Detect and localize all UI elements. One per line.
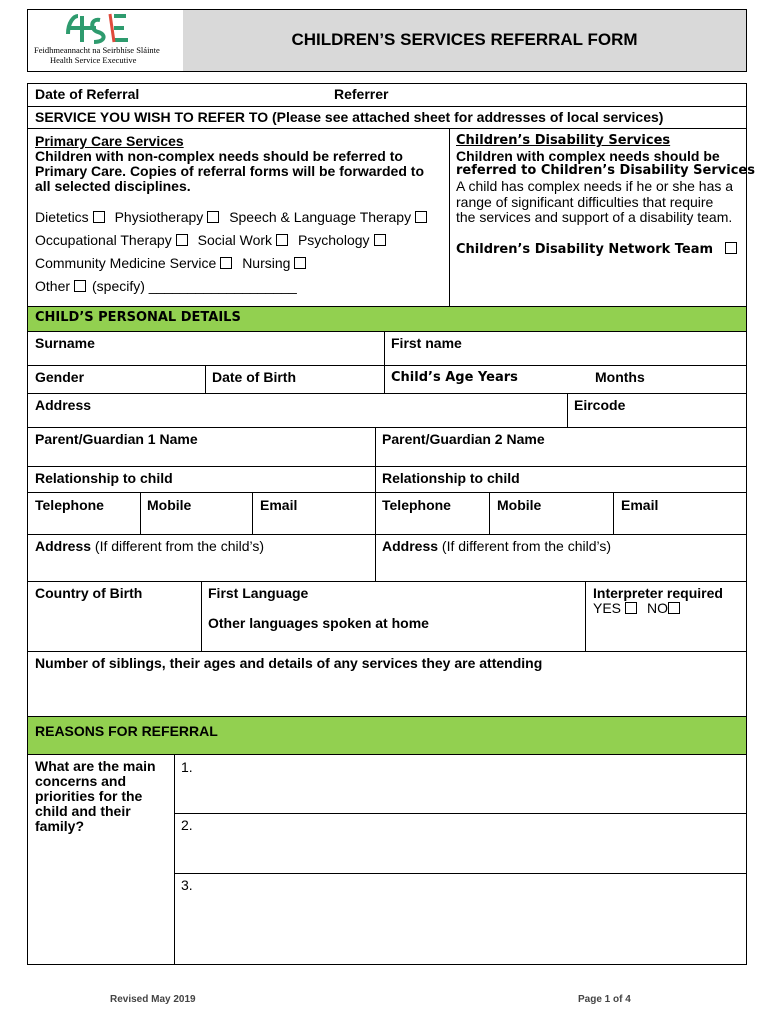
primary-care-row-2 [35,232,392,248]
page-number: Page 1 of 4 [578,994,631,1005]
other-languages-label: Other languages spoken at home [208,615,429,631]
siblings-label: Number of siblings, their ages and details of any services they are attending [35,655,543,671]
mobile-1-label: Mobile [147,497,192,513]
interpreter-no-checkbox[interactable] [668,602,680,614]
primary-care-title: Primary Care Services [35,133,184,149]
first-name-label: First name [391,335,462,351]
personal-section-title: CHILD’S PERSONAL DETAILS [35,310,241,325]
country-of-birth-label: Country of Birth [35,585,143,601]
parent1-label: Parent/Guardian 1 Name [35,431,198,447]
option-social-work: Social Work [197,232,273,248]
social-work-checkbox[interactable] [276,234,288,246]
disability-text-2: range of significant difficulties that require [456,194,714,210]
concerns-question-3: priorities for the [35,788,143,804]
address-alt-2-label: Address [382,538,439,554]
gender-label: Gender [35,369,85,385]
community-medicine-checkbox[interactable] [220,257,232,269]
surname-label: Surname [35,335,95,351]
service-heading: SERVICE YOU WISH TO REFER TO (Please see attached sheet for addresses of local services) [35,109,664,125]
date-of-referral-label: Date of Referral [35,86,140,102]
option-community-medicine: Community Medicine Service [35,255,217,271]
option-nursing: Nursing [242,255,291,271]
revised-date: Revised May 2019 [110,994,196,1005]
concern-item-3[interactable]: 3. [181,877,193,893]
disability-network-row [456,240,743,257]
telephone-2-label: Telephone [382,497,451,513]
interpreter-yes-checkbox[interactable] [625,602,637,614]
logo-org-english: Health Service Executive [50,55,137,65]
address-alt-1-label: Address [35,538,92,554]
logo-org-irish: Feidhmeannacht na Seirbhíse Sláinte [34,45,160,55]
option-occupational-therapy: Occupational Therapy [35,232,172,248]
referrer-label: Referrer [334,86,389,102]
primary-care-row-4 [35,278,297,294]
parent2-label: Parent/Guardian 2 Name [382,431,545,447]
interpreter-label: Interpreter required [593,585,723,601]
other-specify-field[interactable]: (specify) ___________________ [92,278,297,294]
dietetics-checkbox[interactable] [93,211,105,223]
disability-bold-2: referred to Children’s Disability Services [456,163,755,178]
option-other: Other [35,278,71,294]
email-2-label: Email [621,497,659,513]
primary-care-note-1: Children with non-complex needs should be referred to [35,148,403,164]
primary-care-note-2: Primary Care. Copies of referral forms will be forwarded to [35,163,424,179]
interpreter-no-label: NO [647,600,669,616]
address-label: Address [35,397,92,413]
relationship-1-label: Relationship to child [35,470,173,486]
primary-care-row-3 [35,255,312,271]
nursing-checkbox[interactable] [294,257,306,269]
reasons-section-title: REASONS FOR REFERRAL [35,723,218,739]
concerns-question-4: child and their [35,803,131,819]
concerns-question-2: concerns and [35,773,127,789]
concerns-question-5: family? [35,818,85,834]
occupational-therapy-checkbox[interactable] [176,234,188,246]
primary-care-note-3: all selected disciplines. [35,178,191,194]
dob-label: Date of Birth [212,369,296,385]
hse-logo [34,12,174,68]
disability-bold-1: Children with complex needs should be [456,148,720,164]
disability-text-3: the services and support of a disability team. [456,209,733,225]
eircode-label: Eircode [574,397,626,413]
reasons-box [27,754,747,965]
interpreter-options [593,600,686,616]
other-checkbox[interactable] [74,280,86,292]
psychology-checkbox[interactable] [374,234,386,246]
option-dietetics: Dietetics [35,209,89,225]
disability-text-1: A child has complex needs if he or she has a [456,178,734,194]
relationship-2-label: Relationship to child [382,470,520,486]
disability-network-checkbox[interactable] [725,242,737,254]
email-1-label: Email [260,497,298,513]
address-alt-2 [382,538,611,554]
disability-title: Children’s Disability Services [456,133,671,148]
first-language-label: First Language [208,585,309,601]
mobile-2-label: Mobile [497,497,542,513]
age-years-label: Child’s Age Years [391,370,518,385]
option-psychology: Psychology [297,232,370,248]
disability-network-label: Children’s Disability Network Team [456,242,714,257]
physiotherapy-checkbox[interactable] [207,211,219,223]
interpreter-yes-label: YES [593,600,622,616]
concern-item-1[interactable]: 1. [181,759,193,775]
primary-care-row-1 [35,209,433,225]
concerns-question-1: What are the main [35,758,156,774]
address-alt-1 [35,538,264,554]
address-alt-1-note: (If different from the child’s) [94,538,265,554]
address-alt-2-note: (If different from the child’s) [441,538,612,554]
option-speech-language: Speech & Language Therapy [229,209,412,225]
months-label: Months [595,369,645,385]
telephone-1-label: Telephone [35,497,104,513]
concern-item-2[interactable]: 2. [181,817,193,833]
form-title: CHILDREN’S SERVICES REFERRAL FORM [291,30,638,49]
option-physiotherapy: Physiotherapy [114,209,204,225]
speech-language-checkbox[interactable] [415,211,427,223]
